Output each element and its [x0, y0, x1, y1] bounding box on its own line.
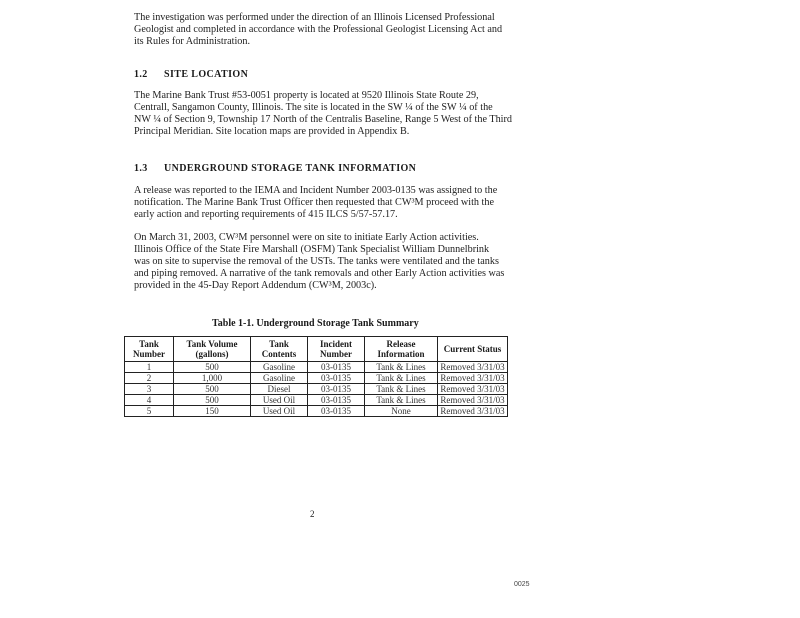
- cell-incident-number: 03-0135: [308, 362, 365, 373]
- section-title: SITE LOCATION: [164, 69, 249, 80]
- header-release-information: Release Information: [365, 337, 438, 362]
- table-row: [125, 373, 508, 384]
- section-number: 1.3: [134, 163, 148, 174]
- early-action-paragraph: On March 31, 2003, CW³M personnel were on site to initiate Early Action activities. Illinois Office of the State Fire Marshall (OSFM) Tank Specialist William Dunnelbrink was on site to supervise the removal of the USTs. The tanks were ventilated and the tanks and piping removed. A narrative of the tank removals and other Early Action activities was provided in the 45-Day Report Addendum (CW³M, 2003c).: [134, 232, 505, 291]
- site-location-paragraph: The Marine Bank Trust #53-0051 property is located at 9520 Illinois State Route 29, Centrall, Sangamon County, Illinois. The site is located in the SW ¼ of the SW ¼ of the NW ¼ of Section 9, Township 17 North of the Centralis Baseline, Range 5 West of the Third Principal Meridian. Site location maps are provided in Appendix B.: [134, 90, 512, 137]
- cell-tank-number: 1: [125, 362, 174, 373]
- page-number: 2: [310, 509, 315, 519]
- header-tank-contents: Tank Contents: [251, 337, 308, 362]
- cell-current-status: Removed 3/31/03: [438, 395, 508, 406]
- bates-stamp: 0025: [514, 581, 530, 588]
- table-row: [125, 384, 508, 395]
- table-header-row: [125, 337, 508, 362]
- table-row: [125, 362, 508, 373]
- cell-current-status: Removed 3/31/03: [438, 373, 508, 384]
- table-row: [125, 395, 508, 406]
- cell-release-information: Tank & Lines: [365, 384, 438, 395]
- table-caption: Table 1-1. Underground Storage Tank Summary: [212, 318, 419, 329]
- cell-tank-number: 4: [125, 395, 174, 406]
- cell-incident-number: 03-0135: [308, 406, 365, 417]
- cell-tank-contents: Used Oil: [251, 395, 308, 406]
- cell-tank-number: 3: [125, 384, 174, 395]
- section-number: 1.2: [134, 69, 148, 80]
- cell-tank-number: 5: [125, 406, 174, 417]
- cell-tank-number: 2: [125, 373, 174, 384]
- cell-release-information: Tank & Lines: [365, 373, 438, 384]
- table-row: [125, 406, 508, 417]
- section-heading-ust-information: [134, 163, 416, 174]
- cell-incident-number: 03-0135: [308, 384, 365, 395]
- release-paragraph: A release was reported to the IEMA and Incident Number 2003-0135 was assigned to the notification. The Marine Bank Trust Officer then requested that CW³M proceed with the early action and reporting requirements of 415 ILCS 5/57-57.17.: [134, 185, 498, 220]
- cell-current-status: Removed 3/31/03: [438, 384, 508, 395]
- cell-tank-contents: Gasoline: [251, 373, 308, 384]
- cell-tank-contents: Diesel: [251, 384, 308, 395]
- section-heading-site-location: [134, 69, 248, 80]
- cell-incident-number: 03-0135: [308, 373, 365, 384]
- header-tank-number: Tank Number: [125, 337, 174, 362]
- cell-tank-volume: 1,000: [174, 373, 251, 384]
- header-incident-number: Incident Number: [308, 337, 365, 362]
- cell-incident-number: 03-0135: [308, 395, 365, 406]
- section-title: UNDERGROUND STORAGE TANK INFORMATION: [164, 163, 417, 174]
- cell-current-status: Removed 3/31/03: [438, 362, 508, 373]
- header-current-status: Current Status: [438, 337, 508, 362]
- cell-release-information: None: [365, 406, 438, 417]
- cell-release-information: Tank & Lines: [365, 362, 438, 373]
- header-tank-volume: Tank Volume (gallons): [174, 337, 251, 362]
- intro-paragraph: The investigation was performed under the direction of an Illinois Licensed Professional Geologist and completed in accordance with the Professional Geologist Licensing Act and its Rules for Administration.: [134, 12, 503, 47]
- cell-release-information: Tank & Lines: [365, 395, 438, 406]
- cell-current-status: Removed 3/31/03: [438, 406, 508, 417]
- cell-tank-volume: 500: [174, 362, 251, 373]
- cell-tank-volume: 500: [174, 395, 251, 406]
- ust-summary-table: [124, 336, 508, 417]
- cell-tank-volume: 150: [174, 406, 251, 417]
- cell-tank-volume: 500: [174, 384, 251, 395]
- cell-tank-contents: Used Oil: [251, 406, 308, 417]
- cell-tank-contents: Gasoline: [251, 362, 308, 373]
